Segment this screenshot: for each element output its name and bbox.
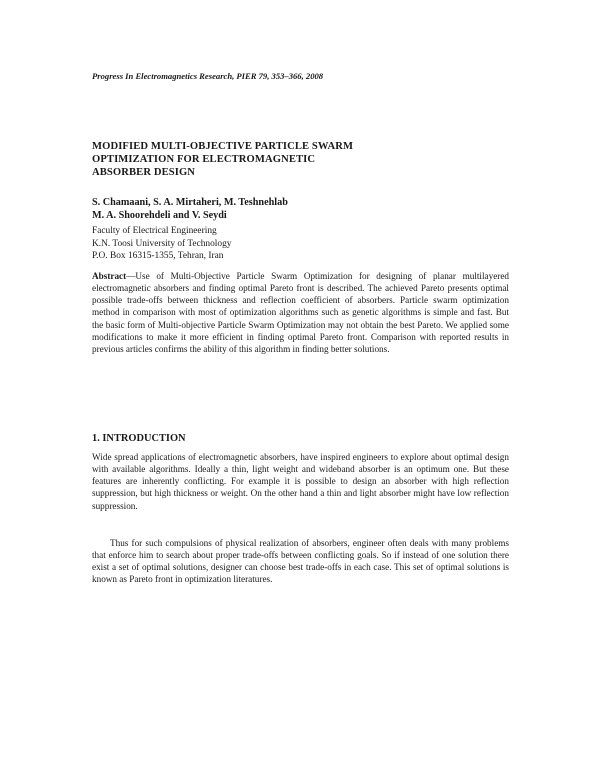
- title-line: MODIFIED MULTI-OBJECTIVE PARTICLE SWARM: [92, 141, 354, 152]
- affiliation: [92, 225, 231, 263]
- affiliation-line: P.O. Box 16315-1355, Tehran, Iran: [92, 251, 224, 261]
- author-line: S. Chamaani, S. A. Mirtaheri, M. Teshnehlab: [92, 197, 288, 208]
- section-heading: 1. INTRODUCTION: [92, 433, 186, 444]
- title-line: ABSORBER DESIGN: [92, 167, 196, 178]
- running-head: Progress In Electromagnetics Research, PIER 79, 353–366, 2008: [92, 71, 324, 81]
- affiliation-line: Faculty of Electrical Engineering: [92, 226, 217, 236]
- abstract-label: Abstract: [92, 271, 127, 281]
- author-line: M. A. Shoorehdeli and V. Seydi: [92, 210, 227, 221]
- intro-paragraph: Wide spread applications of electromagnetic absorbers, have inspired engineers to explore about optimal design with available algorithms. Ideally a thin, light weight and wideband absorber is an optimum one. But these features are inherently conflicting. For example it is possible to design an absorber with high reflection suppression, but high thickness or weight. On the other hand a thin and light absorber might have low reflection suppression.: [92, 452, 509, 511]
- abstract: [92, 270, 509, 355]
- title-line: OPTIMIZATION FOR ELECTROMAGNETIC: [92, 154, 316, 165]
- authors: [92, 196, 288, 222]
- intro-paragraph: Thus for such compulsions of physical realization of absorbers, engineer often deals with many problems that enforce him to search about proper trade-offs between conflicting goals. So if instead of one solution there exist a set of optimal solutions, designer can choose best trade-offs in each case. This set of optimal solutions is known as Pareto front in optimization literatures.: [92, 538, 509, 585]
- abstract-text: —Use of Multi-Objective Particle Swarm Optimization for designing of planar multilayered electromagnetic absorbers and finding optimal Pareto front is described. The achieved Pareto presents optimal possible trade-offs between thickness and reflection coefficient of absorbers. Particle swarm optimization method in comparison with most of optimization algorithms such as genetic algorithms is simple and fast. But the basic form of Multi-objective Particle Swarm Optimization may not obtain the best Pareto. We applied some modifications to make it more efficient in finding optimal Pareto front. Comparison with reported results in previous articles confirms the ability of this algorithm in finding better solutions.: [92, 271, 509, 354]
- paper-title: [92, 140, 422, 179]
- affiliation-line: K.N. Toosi University of Technology: [92, 238, 232, 249]
